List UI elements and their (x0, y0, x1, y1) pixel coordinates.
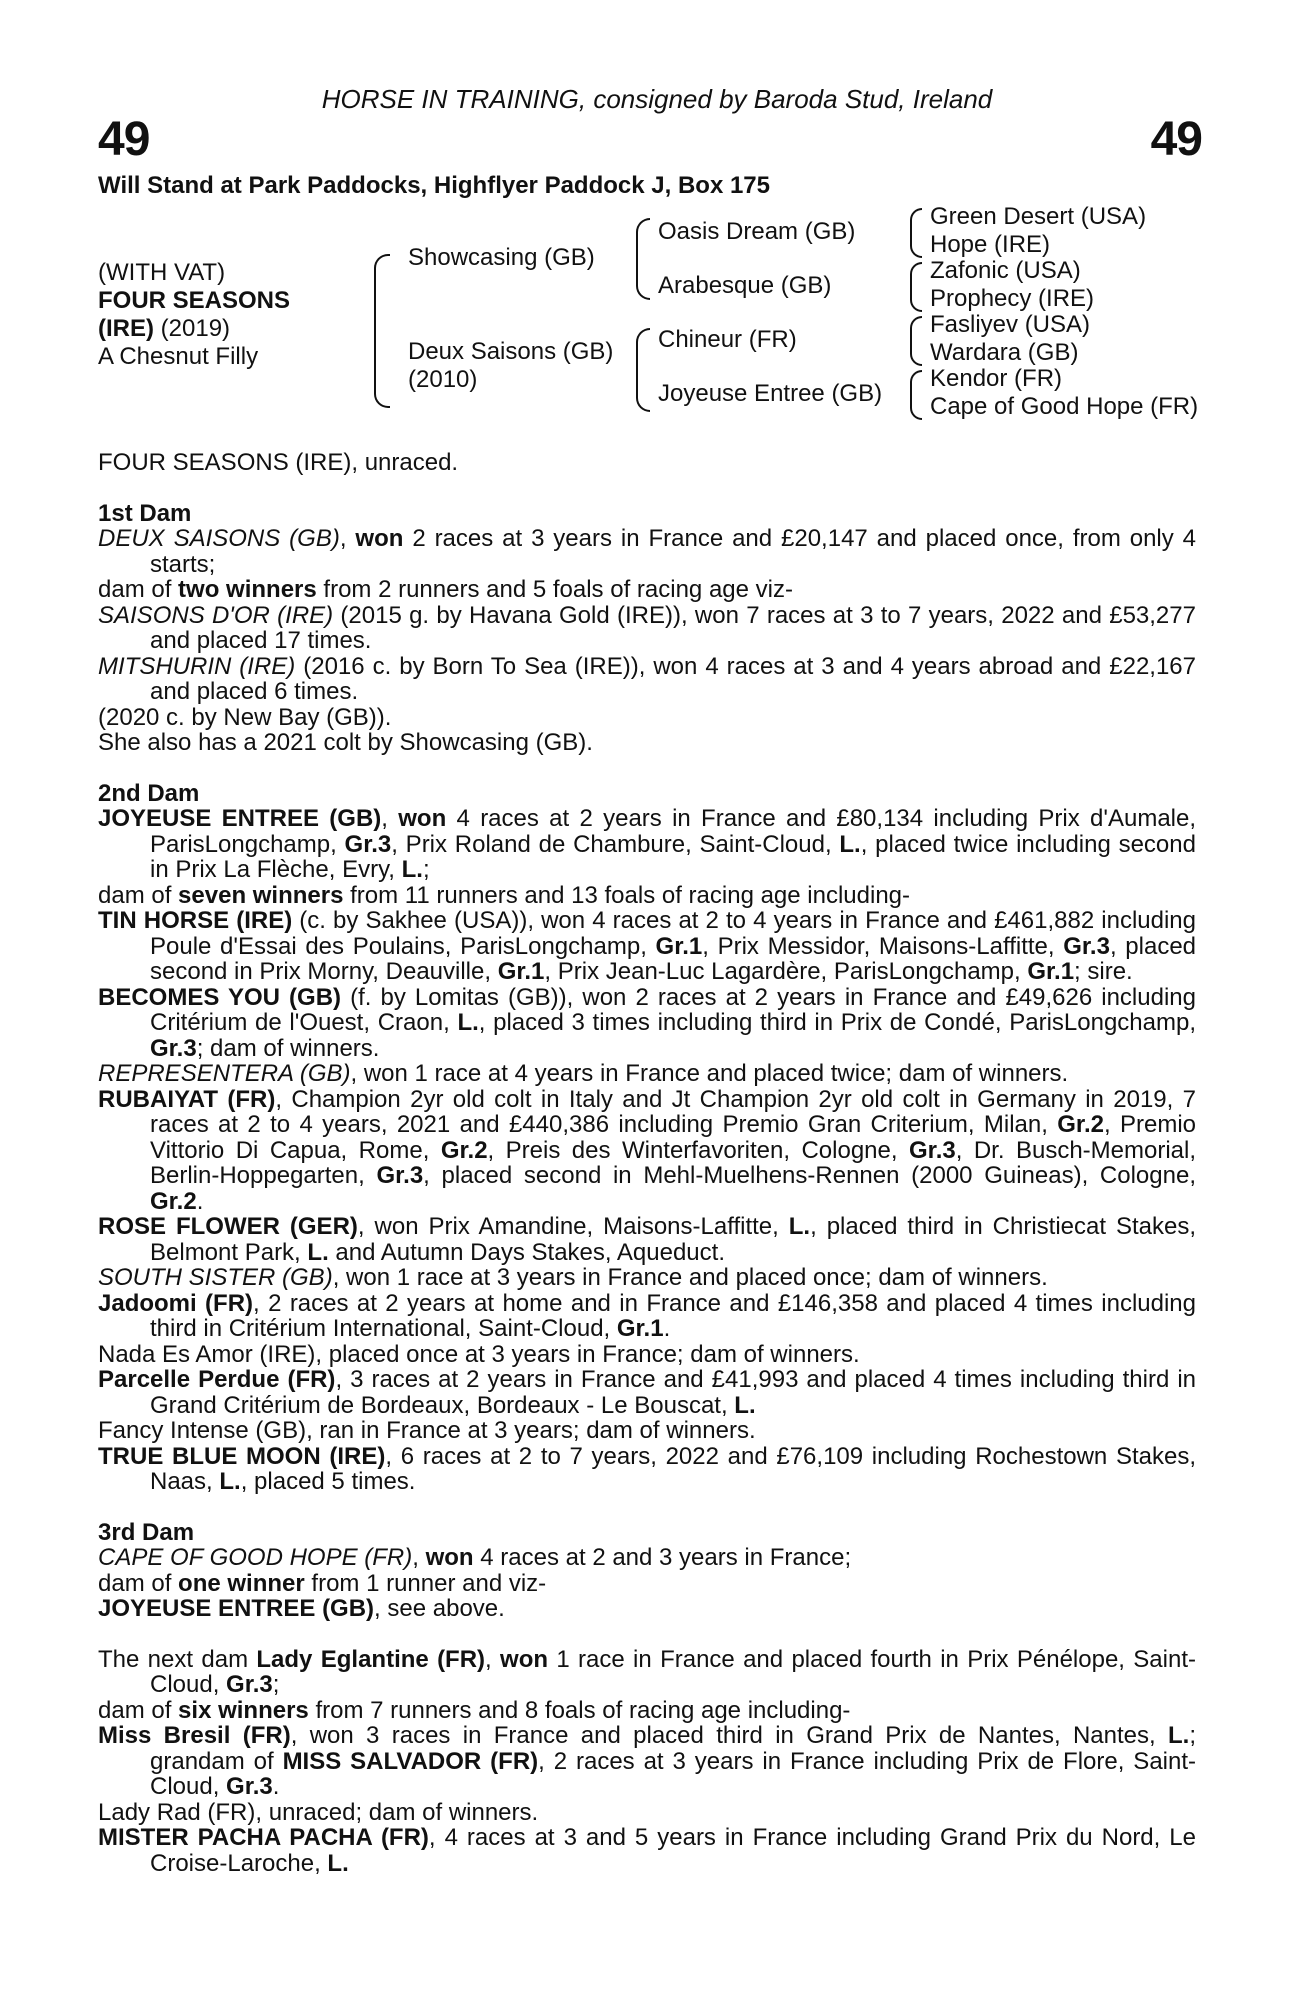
produce-item: (2020 c. by New Bay (GB)). (98, 703, 392, 731)
sire: Showcasing (GB) (408, 244, 595, 271)
g3-4: Prophecy (IRE) (930, 285, 1095, 312)
produce-item: Lady Rad (FR), unraced; dam of winners. (98, 1798, 539, 1826)
produce-item: SAISONS D'OR (IRE) (2015 g. by Havana Gold (IRE)), won 7 races at 3 to 7 years, 2022 and £53,277 and placed 17 times. (98, 601, 1196, 654)
next-dam-record: The next dam Lady Eglantine (FR), won 1 race in France and placed fourth in Prix Pénélope, Saint-Cloud, Gr.3; (98, 1645, 1196, 1698)
horse-info (98, 259, 290, 371)
brace-dam (636, 328, 650, 412)
produce-item: Miss Bresil (FR), won 3 races in France and placed third in Grand Prix de Nantes, Nantes, L.; grandam of MISS SALVADOR (FR), 2 races at 3 years in France including Prix de Flore, Saint-Cloud, Gr.3. (98, 1722, 1196, 1800)
horse-name-country: (IRE) (98, 315, 154, 342)
dam-year: (2010) (408, 366, 478, 393)
third-dam-heading: 3rd Dam (98, 1518, 195, 1546)
third-dam-produce-summary: dam of one winner from 1 runner and viz- (98, 1569, 547, 1597)
horse-description: A Chesnut Filly (98, 343, 259, 370)
brace-sd (910, 262, 922, 312)
produce-item: SOUTH SISTER (GB), won 1 race at 3 years in France and placed once; dam of winners. (98, 1264, 1048, 1291)
g3-5: Fasliyev (USA) (930, 311, 1091, 338)
dam: Deux Saisons (GB) (408, 338, 614, 365)
second-dam-record: JOYEUSE ENTREE (GB), won 4 races at 2 years in France and £80,134 including Prix d'Aumale, ParisLongchamp, Gr.3, Prix Roland de Chambure, Saint-Cloud, L., placed twice including second in Prix La Flèche, Evry, L.; (98, 805, 1197, 883)
vat-label: (WITH VAT) (98, 259, 226, 286)
first-dam-heading: 1st Dam (98, 499, 192, 527)
dam-dam: Joyeuse Entree (GB) (658, 380, 883, 407)
second-dam-produce-summary: dam of seven winners from 11 runners and 13 foals of racing age including- (98, 881, 911, 909)
first-dam-produce-summary: dam of two winners from 2 runners and 5 foals of racing age viz- (98, 576, 793, 603)
produce-item: TIN HORSE (IRE) (c. by Sakhee (USA)), won 4 races at 2 to 4 years in France and £461,882 including Poule d'Essai des Poulains, ParisLongchamp, Gr.1, Prix Messidor, Maisons-Laffitte, Gr.3, placed second in Prix Morny, Deauville, Gr.1, Prix Jean-Luc Lagardère, ParisLongchamp, Gr.1; sire. (98, 907, 1197, 985)
catalogue-body (98, 450, 1196, 1876)
produce-item: Jadoomi (FR), 2 races at 2 years at home and in France and £146,358 and placed 4 times including third in Critérium International, Saint-Cloud, Gr.1. (98, 1289, 1196, 1342)
produce-item: MITSHURIN (IRE) (2016 c. by Born To Sea (IRE)), won 4 races at 3 and 4 years abroad and £22,167 and placed 6 times. (98, 652, 1196, 705)
brace-generation-1 (374, 254, 390, 408)
produce-item: Fancy Intense (GB), ran in France at 3 years; dam of winners. (98, 1417, 756, 1444)
brace-ss (910, 208, 922, 258)
g3-7: Kendor (FR) (930, 365, 1063, 392)
brace-dd (910, 370, 922, 420)
catalogue-header: HORSE IN TRAINING, consigned by Baroda Stud, Ireland (321, 84, 993, 114)
g3-1: Green Desert (USA) (930, 203, 1147, 230)
produce-item: RUBAIYAT (FR), Champion 2yr old colt in Italy and Jt Champion 2yr old colt in Germany in 2019, 7 races at 2 to 4 years, 2021 and £440,386 including Premio Gran Criterium, Milan, Gr.2, Premio Vittorio Di Capua, Rome, Gr.2, Preis des Winterfavoriten, Cologne, Gr.3, Dr. Busch-Memorial, Berlin-Hoppegarten, Gr.3, placed second in Mehl-Muelhens-Rennen (2000 Guineas), Cologne, Gr.2. (98, 1085, 1197, 1215)
unraced-line: FOUR SEASONS (IRE), unraced. (98, 449, 459, 476)
g3-2: Hope (IRE) (930, 231, 1051, 258)
dam-sire: Chineur (FR) (658, 326, 797, 353)
produce-item: JOYEUSE ENTREE (GB), see above. (98, 1595, 505, 1622)
g3-6: Wardara (GB) (930, 339, 1079, 366)
produce-item: MISTER PACHA PACHA (FR), 4 races at 3 and 5 years in France including Grand Prix du Nord, Le Croise-Laroche, L. (98, 1824, 1196, 1877)
brace-sire (636, 218, 650, 300)
horse-year: (2019) (154, 315, 231, 342)
produce-item: REPRESENTERA (GB), won 1 race at 4 years in France and placed twice; dam of winners. (98, 1060, 1069, 1087)
produce-item: Parcelle Perdue (FR), 3 races at 2 years in France and £41,993 and placed 4 times including third in Grand Critérium de Bordeaux, Bordeaux - Le Bouscat, L. (98, 1366, 1197, 1419)
second-dam-heading: 2nd Dam (98, 779, 200, 807)
sire-sire: Oasis Dream (GB) (658, 218, 856, 245)
produce-item: ROSE FLOWER (GER), won Prix Amandine, Maisons-Laffitte, L., placed third in Christiecat Stakes, Belmont Park, L. and Autumn Days Stakes, Aqueduct. (98, 1213, 1197, 1266)
next-dam-produce-summary: dam of six winners from 7 runners and 8 foals of racing age including- (98, 1696, 851, 1724)
first-dam-also: She also has a 2021 colt by Showcasing (GB). (98, 729, 593, 756)
produce-item: BECOMES YOU (GB) (f. by Lomitas (GB)), won 2 races at 2 years in France and £49,626 including Critérium de l'Ouest, Craon, L., placed 3 times including third in Prix de Condé, ParisLongchamp, Gr.3; dam of winners. (98, 983, 1196, 1062)
lot-number-right: 49 (1150, 113, 1202, 166)
stand-location: Will Stand at Park Paddocks, Highflyer Paddock J, Box 175 (98, 172, 770, 199)
produce-item: TRUE BLUE MOON (IRE), 6 races at 2 to 7 years, 2022 and £76,109 including Rochestown Stakes, Naas, L., placed 5 times. (98, 1442, 1196, 1495)
horse-name: FOUR SEASONS (98, 287, 291, 314)
sire-dam: Arabesque (GB) (658, 272, 832, 299)
lot-number-left: 49 (98, 113, 150, 166)
third-dam-record: CAPE OF GOOD HOPE (FR), won 4 races at 2 and 3 years in France; (98, 1544, 852, 1571)
g3-3: Zafonic (USA) (930, 257, 1081, 284)
brace-ds (910, 316, 922, 366)
first-dam-record: DEUX SAISONS (GB), won 2 races at 3 years in France and £20,147 and placed once, from only 4 starts; (98, 525, 1197, 578)
g3-8: Cape of Good Hope (FR) (930, 393, 1199, 420)
produce-item: Nada Es Amor (IRE), placed once at 3 years in France; dam of winners. (98, 1340, 860, 1368)
